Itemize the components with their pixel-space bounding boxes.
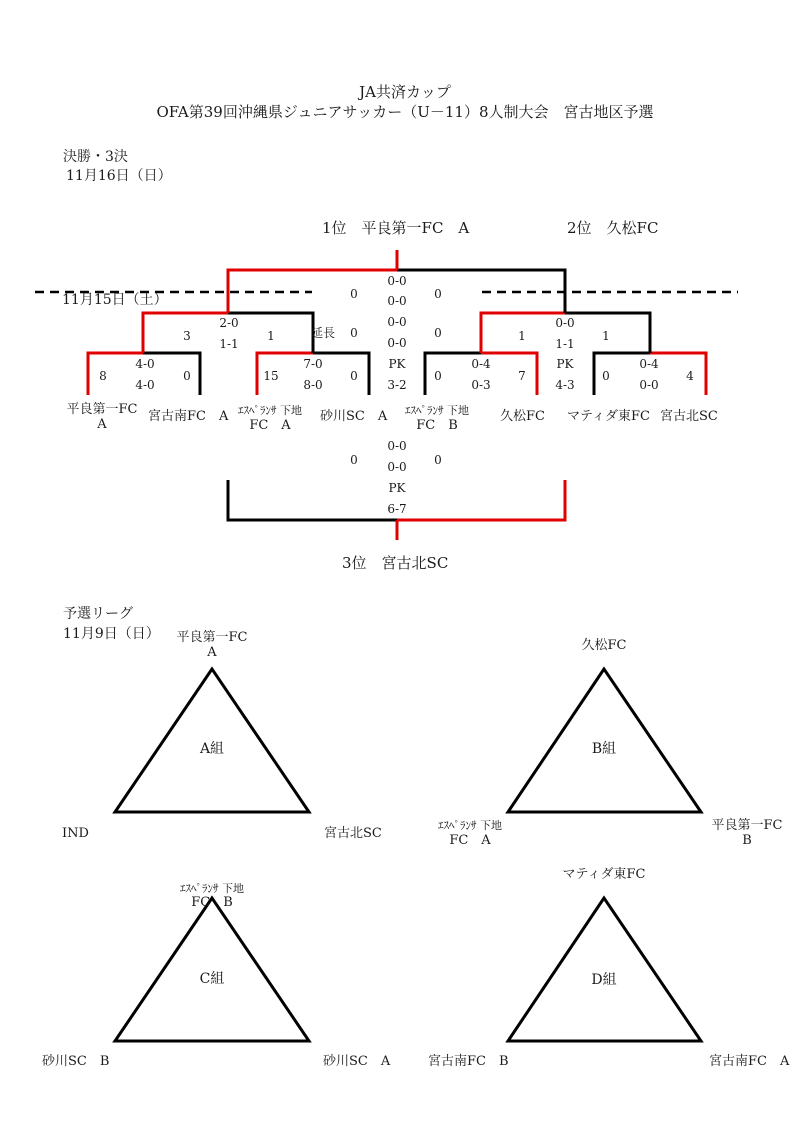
group-d-top-team: マティダ東FC: [562, 867, 646, 882]
semi3-pk-label: PK: [556, 357, 574, 371]
team-5-name: ｴｽﾍﾟﾗﾝｻ 下地: [405, 404, 469, 417]
r1m1-half1: 4-0: [135, 357, 155, 371]
final-left-total: 0: [350, 287, 358, 301]
r1m3-half2: 0-3: [471, 378, 491, 392]
final-right-total: 0: [434, 287, 442, 301]
r1m1-half2: 4-0: [135, 378, 155, 392]
semi3-right-total: 1: [602, 329, 610, 343]
group-b-name: B組: [591, 741, 617, 757]
team-3-name: ｴｽﾍﾟﾗﾝｻ 下地: [238, 404, 302, 417]
third-left-total: 0: [350, 453, 358, 467]
semi1-left-total: 3: [183, 329, 191, 343]
r1m1-left-total: 8: [99, 369, 107, 383]
r1m2-right-total: 0: [350, 369, 358, 383]
final-line-2: 0-0: [387, 294, 407, 308]
extra-time-label: 延長: [311, 326, 336, 340]
league-date: 11月9日（日）: [63, 626, 160, 642]
group-a-right-team: 宮古北SC: [324, 826, 382, 841]
team-8-name: 宮古北SC: [660, 409, 718, 424]
group-c-right-team: 砂川SC A: [323, 1054, 391, 1069]
r1m4-right-total: 4: [686, 369, 694, 383]
third-right-total: 0: [434, 453, 442, 467]
semi1-right-total: 1: [267, 329, 275, 343]
finals-section-label: 決勝・3決: [63, 149, 128, 165]
first-place: 1位 平良第一FC A: [322, 219, 470, 237]
r1m4-half1: 0-4: [639, 357, 659, 371]
team-6-name: 久松FC: [500, 409, 545, 424]
r1m2-half2: 8-0: [303, 378, 323, 392]
group-c-triangle: [115, 895, 309, 1041]
group-b-right-team: 平良第一FC: [711, 818, 783, 833]
semi1-half2: 1-1: [219, 337, 239, 351]
group-a-name: A組: [199, 741, 225, 757]
group-c-name: C組: [199, 971, 225, 987]
final-line-1: 0-0: [387, 274, 407, 288]
r1m3-right-total: 7: [518, 369, 526, 383]
r1m4-half2: 0-0: [639, 378, 659, 392]
final-lose-line: [397, 270, 565, 313]
group-a-top-suffix: A: [207, 645, 217, 660]
semi2-line-2: 0-0: [387, 336, 407, 350]
finals-date: 11月16日（日）: [66, 168, 172, 184]
semi3-left-total: 1: [518, 329, 526, 343]
group-c-left-team: 砂川SC B: [42, 1054, 110, 1069]
title-line1: JA共済カップ: [359, 83, 451, 101]
team-4-name: 砂川SC A: [320, 409, 388, 424]
group-a-left-team: IND: [62, 826, 89, 841]
group-b-right-suffix: B: [742, 833, 752, 848]
semi1-half1: 2-0: [219, 316, 239, 330]
group-d-triangle: [508, 898, 701, 1041]
r1m3-half1: 0-4: [471, 357, 491, 371]
r1m4-left-total: 0: [602, 369, 610, 383]
team-1-name: 平良第一FC: [66, 402, 138, 417]
team-7-name: マティダ東FC: [567, 409, 650, 424]
team-5-suffix: FC B: [416, 418, 458, 433]
second-place: 2位 久松FC: [567, 219, 659, 237]
semi3-half2: 1-1: [555, 337, 575, 351]
team-2-name: 宮古南FC A: [148, 409, 229, 424]
third-place: 3位 宮古北SC: [342, 554, 449, 572]
group-a-top-team: 平良第一FC: [176, 630, 248, 645]
r1m2-left-total: 15: [263, 369, 279, 383]
r1m2-half1: 7-0: [303, 357, 323, 371]
r1m3-left-total: 0: [434, 369, 442, 383]
group-c-top-team: ｴｽﾍﾟﾗﾝｻ 下地: [180, 882, 244, 895]
title-line2: OFA第39回沖縄県ジュニアサッカー（U－11）8人制大会 宮古地区予選: [156, 103, 654, 121]
semi3-half1: 0-0: [555, 316, 575, 330]
team-3-suffix: FC A: [249, 418, 291, 433]
group-b-left-suffix: FC A: [449, 833, 491, 848]
group-b-top-team: 久松FC: [581, 638, 627, 653]
league-section-label: 予選リーグ: [63, 606, 133, 622]
group-d-right-team: 宮古南FC A: [709, 1054, 790, 1069]
group-c-top-suffix: FC B: [191, 895, 233, 910]
semi3-pk: 4-3: [555, 378, 575, 392]
group-d-name: D組: [591, 972, 617, 988]
semi2-right-total: 0: [434, 326, 442, 340]
r1m1-right-total: 0: [183, 369, 191, 383]
group-d-left-team: 宮古南FC B: [428, 1054, 509, 1069]
third-lose-line: [228, 480, 397, 520]
third-line-4: 6-7: [387, 502, 407, 516]
semis-date: 11月15日（土）: [62, 292, 168, 308]
semi2-line-4: 3-2: [387, 378, 407, 392]
semi2-line-1: 0-0: [387, 315, 407, 329]
third-win-line: [397, 480, 565, 520]
group-b-left-team: ｴｽﾍﾟﾗﾝｻ 下地: [438, 819, 502, 832]
third-line-3: PK: [388, 481, 406, 495]
team-1-suffix: A: [97, 417, 107, 432]
third-line-1: 0-0: [387, 439, 407, 453]
semi2-left-total: 0: [350, 326, 358, 340]
third-line-2: 0-0: [387, 460, 407, 474]
semi2-line-3: PK: [388, 357, 406, 371]
